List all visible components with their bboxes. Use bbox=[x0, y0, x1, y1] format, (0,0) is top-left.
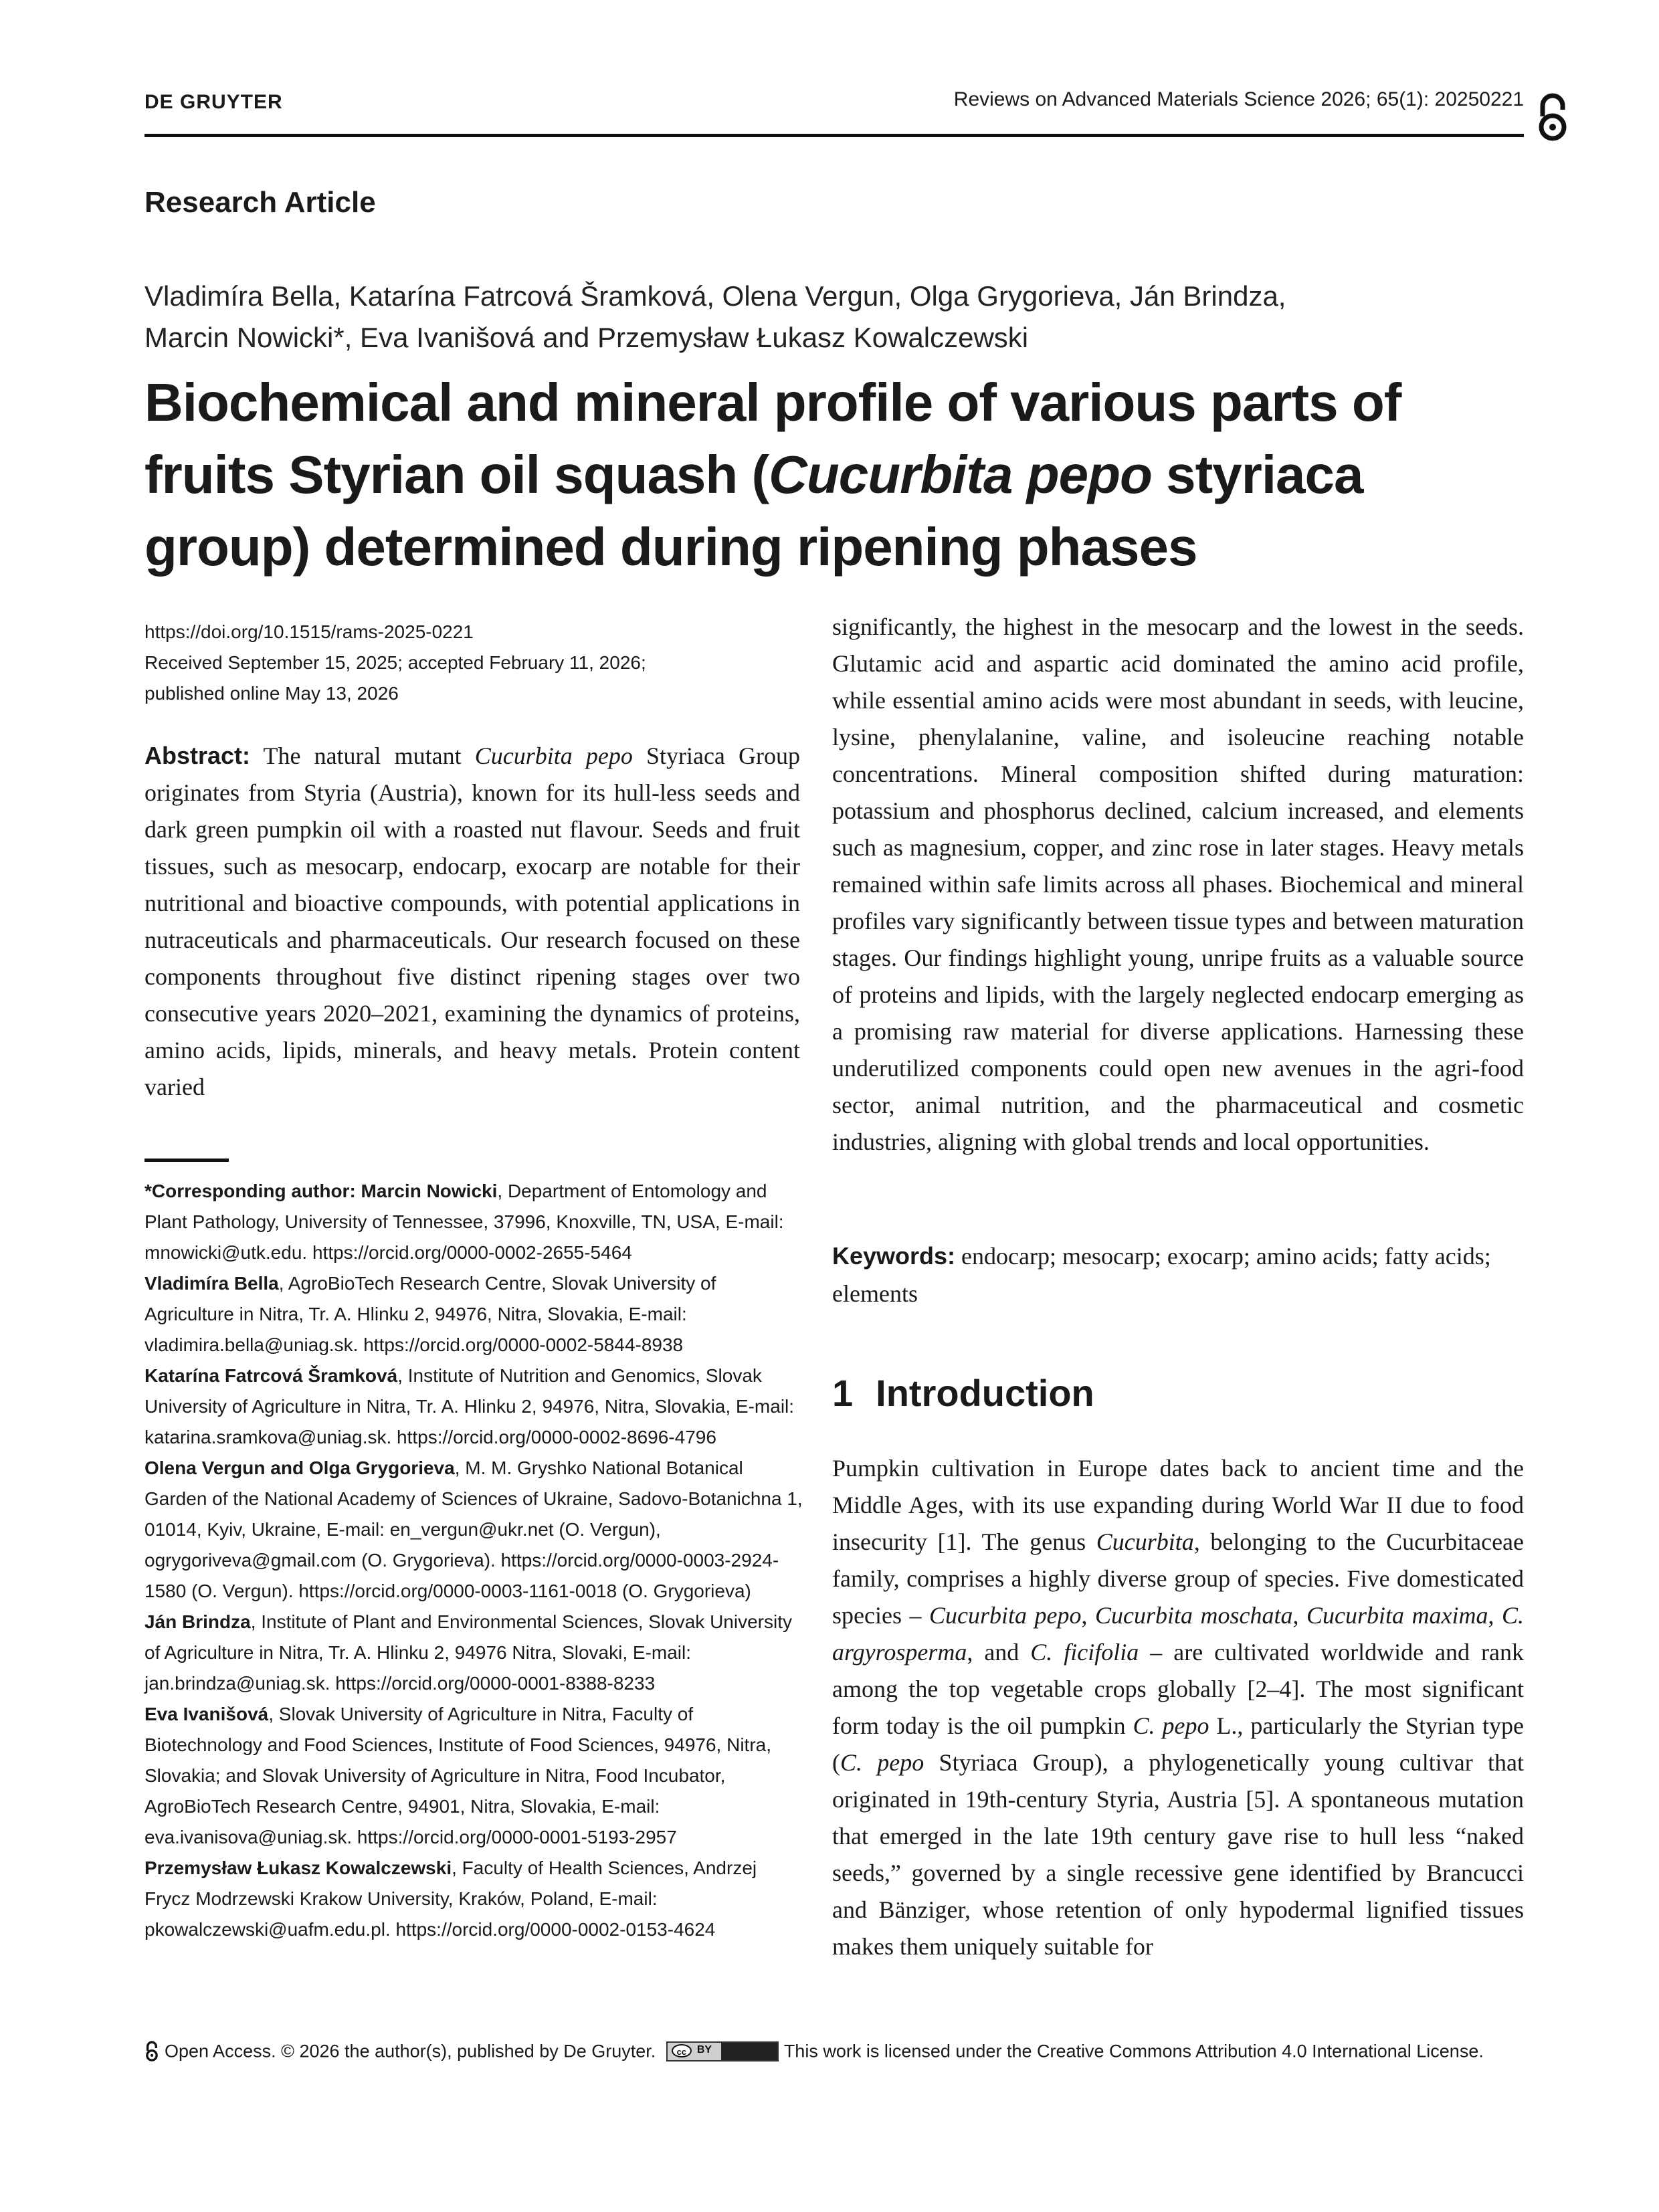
intro-text-run: Pumpkin cultivation in Europe dates back to ancient time and the Middle Ages, with its use expanding during World War II due to food insecurity [1]. The genus bbox=[832, 1455, 1524, 1555]
footnote-rule bbox=[144, 1159, 229, 1162]
cc-by-label: BY bbox=[696, 2043, 712, 2055]
section-number: 1 bbox=[832, 1372, 854, 1414]
title-species: Cucurbita pepo bbox=[769, 445, 1152, 504]
intro-species: Cucurbita maxima bbox=[1306, 1602, 1488, 1629]
article-type: Research Article bbox=[144, 186, 376, 219]
cc-by-license-badge[interactable] bbox=[666, 2041, 779, 2062]
keywords-label: Keywords: bbox=[832, 1242, 956, 1270]
section-heading bbox=[832, 1371, 1094, 1415]
page-footer bbox=[144, 2040, 1549, 2067]
affiliation-item bbox=[144, 1607, 807, 1699]
cc-logo-icon: cc bbox=[672, 2044, 692, 2057]
affiliation-item bbox=[144, 1853, 807, 1945]
affiliation-name: Przemysław Łukasz Kowalczewski bbox=[144, 1857, 452, 1878]
article-title bbox=[144, 367, 1549, 583]
title-text: styriaca bbox=[1151, 445, 1363, 504]
intro-species: C. pepo bbox=[1133, 1712, 1209, 1739]
affiliation-name: Katarína Fatrcová Šramková bbox=[144, 1365, 398, 1386]
affiliation-name: Olena Vergun and Olga Grygorieva bbox=[144, 1457, 455, 1478]
affiliation-item bbox=[144, 1268, 807, 1361]
affiliation-item bbox=[144, 1361, 807, 1453]
abstract-text: The natural mutant bbox=[250, 742, 475, 769]
intro-text-run: – are cultivated worldwide and rank among the top vegetable crops globally [2–4]. The most significant form today is the oil pumpkin bbox=[832, 1639, 1524, 1739]
affiliation-text: , M. M. Gryshko National Botanical Garden of the National Academy of Sciences of Ukraine, Sadovo-Botanichna 1, 01014, Kyiv, Ukraine, E-mail: en_vergun@ukr.net (O. Vergun), ogrygoriveva@gmail.com (O. Grygorieva). https://orcid.org/0000-0003-2924-1580 (O. Vergun). https://orcid.org/0000-0003-1161-0018 (O. Grygorieva) bbox=[144, 1457, 803, 1601]
intro-species: Cucurbita bbox=[1096, 1528, 1194, 1555]
title-line-3: group) determined during ripening phases bbox=[144, 517, 1197, 577]
intro-species: Cucurbita moschata bbox=[1094, 1602, 1293, 1629]
author-list bbox=[144, 276, 1549, 359]
intro-text-run: L., particularly the Styrian type ( bbox=[832, 1712, 1524, 1776]
affiliation-text: , Institute of Plant and Environmental Sciences, Slovak University of Agriculture in Nitra, Tr. A. Hlinku 2, 94976 Nitra, Slovaki, E-mail: jan.brindza@uniag.sk. https://orcid.org/0000-0001-8388-8233 bbox=[144, 1611, 792, 1694]
affiliation-name: Vladimíra Bella bbox=[144, 1273, 279, 1294]
received-dates: Received September 15, 2025; accepted February 11, 2026; bbox=[144, 652, 646, 673]
abstract-species: Cucurbita pepo bbox=[474, 742, 633, 769]
abstract bbox=[144, 737, 800, 1106]
doi-link[interactable]: https://doi.org/10.1515/rams-2025-0221 bbox=[144, 621, 474, 642]
page-header bbox=[144, 86, 1524, 139]
open-access-icon bbox=[1536, 92, 1569, 143]
affiliation-text: , AgroBioTech Research Centre, Slovak University of Agriculture in Nitra, Tr. A. Hlinku 2, 94976, Nitra, Slovakia, E-mail: vladimira.bella@uniag.sk. https://orcid.org/0000-0002-5844-8938 bbox=[144, 1273, 716, 1355]
affiliation-text: , Slovak University of Agriculture in Nitra, Faculty of Biotechnology and Food Sciences, Institute of Food Sciences, 94976, Nitra, Slovakia; and Slovak University of Agriculture in Nitra, Food Incubator, AgroBioTech Research Centre, 94901, Nitra, Slovakia, E-mail: eva.ivanisova@uniag.sk. https://orcid.org/0000-0001-5193-2957 bbox=[144, 1704, 772, 1847]
affiliation-item bbox=[144, 1453, 807, 1607]
affiliation-text: , Institute of Nutrition and Genomics, Slovak University of Agriculture in Nitra, Tr. A. Hlinku 2, 94976, Nitra, Slovakia, E-mail: katarina.sramkova@uniag.sk. https://orcid.org/0000-0002-8696-4796 bbox=[144, 1365, 795, 1447]
keywords-text: endocarp; mesocarp; exocarp; amino acids; fatty acids; elements bbox=[832, 1243, 1491, 1307]
affiliation-name: Ján Brindza bbox=[144, 1611, 251, 1632]
title-line-2 bbox=[144, 439, 1549, 511]
authors-line-1: Vladimíra Bella, Katarína Fatrcová Šramková, Olena Vergun, Olga Grygorieva, Ján Brindza, bbox=[144, 280, 1286, 312]
introduction-text bbox=[832, 1450, 1524, 1965]
intro-text-run: , bbox=[1292, 1602, 1306, 1629]
publisher-name: DE GRUYTER bbox=[144, 91, 283, 113]
intro-species: Cucurbita pepo bbox=[929, 1602, 1082, 1629]
authors-line-2: Marcin Nowicki*, Eva Ivanišová and Przemysław Łukasz Kowalczewski bbox=[144, 322, 1029, 353]
abstract-label: Abstract: bbox=[144, 742, 251, 769]
intro-text-run: , bbox=[1081, 1602, 1095, 1629]
intro-species: C. pepo bbox=[840, 1749, 924, 1776]
affiliation-text: , Department of Entomology and Plant Pathology, University of Tennessee, 37996, Knoxville, TN, USA, E-mail: mnowicki@utk.edu. https://orcid.org/0000-0002-2655-5464 bbox=[144, 1181, 784, 1263]
author-affiliations bbox=[144, 1176, 807, 1945]
intro-text-run: , and bbox=[967, 1639, 1031, 1666]
section-title: Introduction bbox=[876, 1372, 1094, 1414]
intro-text-run: , belonging to the Cucurbitaceae family, comprises a highly diverse group of species. Five domesticated species – bbox=[832, 1528, 1525, 1629]
abstract-continuation: significantly, the highest in the mesocarp and the lowest in the seeds. Glutamic acid and aspartic acid dominated the amino acid profile, while essential amino acids were most abundant in seeds, with leucine, lysine, phenylalanine, valine, and isoleucine reaching notable concentrations. Mineral composition shifted during maturation: potassium and phosphorus declined, calcium increased, and elements such as magnesium, copper, and zinc rose in later stages. Heavy metals remained within safe limits across all phases. Biochemical and mineral profiles vary significantly between tissue types and between maturation stages. Our findings highlight young, unripe fruits as a valuable source of proteins and lipids, with the largely neglected endocarp emerging as a promising raw material for diverse applications. Harnessing these underutilized components could open new avenues in the agri-food sector, animal nutrition, and the pharmaceutical and cosmetic industries, aligning with global trends and local opportunities. bbox=[832, 613, 1524, 1155]
published-date: published online May 13, 2026 bbox=[144, 683, 399, 704]
abstract-text: Styriaca Group originates from Styria (Austria), known for its hull-less seeds and dark green pumpkin oil with a roasted nut flavour. Seeds and fruit tissues, such as mesocarp, endocarp, exocarp are notable for their nutritional and bioactive compounds, with potential applications in nutraceuticals and pharmaceuticals. Our research focused on these components throughout five distinct ripening stages over two consecutive years 2020–2021, examining the dynamics of proteins, amino acids, lipids, minerals, and heavy metals. Protein content varied bbox=[144, 742, 801, 1100]
open-access-notice: Open Access. © 2026 the author(s), published by De Gruyter. bbox=[165, 2041, 656, 2062]
intro-species: C. ficifolia bbox=[1030, 1639, 1139, 1666]
open-access-icon bbox=[144, 2041, 159, 2062]
affiliation-item bbox=[144, 1699, 807, 1853]
intro-species: C. argyrosperma bbox=[832, 1602, 1525, 1666]
header-rule bbox=[144, 134, 1524, 137]
keywords bbox=[832, 1237, 1524, 1312]
title-text: fruits Styrian oil squash ( bbox=[144, 445, 769, 504]
affiliation-name: Eva Ivanišová bbox=[144, 1704, 269, 1724]
affiliation-text: , Faculty of Health Sciences, Andrzej Frycz Modrzewski Krakow University, Kraków, Poland, E-mail: pkowalczewski@uafm.edu.pl. https://orcid.org/0000-0002-0153-4624 bbox=[144, 1857, 757, 1940]
intro-text-run: , bbox=[1488, 1602, 1502, 1629]
article-meta bbox=[144, 617, 800, 709]
title-line-1: Biochemical and mineral profile of various parts of bbox=[144, 373, 1401, 432]
affiliation-item bbox=[144, 1176, 807, 1268]
journal-reference: Reviews on Advanced Materials Science 2026; 65(1): 20250221 bbox=[953, 88, 1524, 110]
affiliation-name: *Corresponding author: Marcin Nowicki bbox=[144, 1181, 498, 1201]
license-notice: This work is licensed under the Creative Commons Attribution 4.0 International License. bbox=[783, 2041, 1484, 2062]
intro-text-run: Styriaca Group), a phylogenetically young cultivar that originated in 19th-century Styria, Austria [5]. A spontaneous mutation that emerged in the late 19th century gave rise to hull less “naked seeds,” governed by a single recessive gene identified by Brancucci and Bänziger, whose retention of only hypodermal lignified tissues makes them uniquely suitable for bbox=[832, 1749, 1524, 1960]
